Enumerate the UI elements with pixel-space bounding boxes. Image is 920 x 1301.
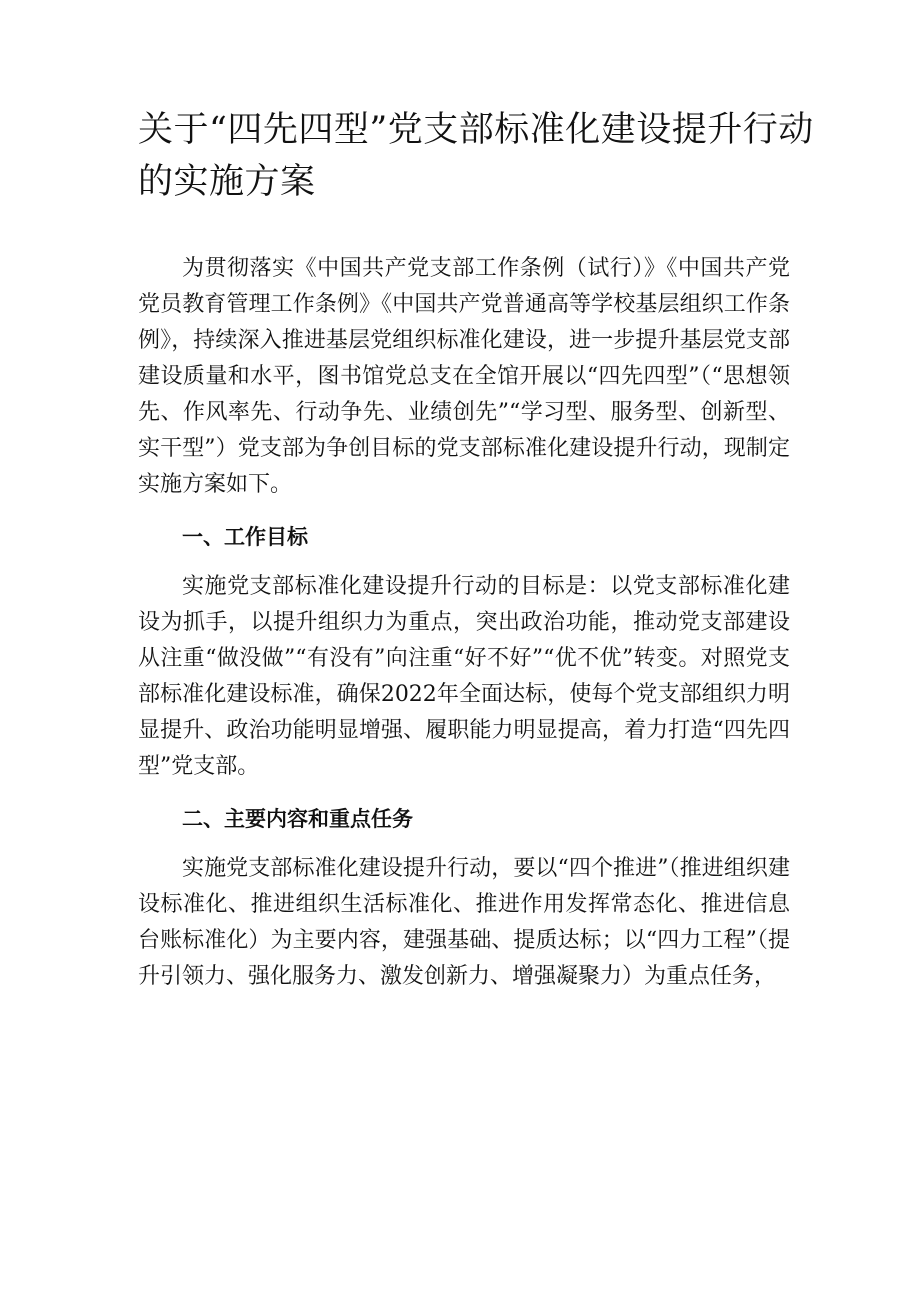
section-heading-tasks: 二、主要内容和重点任务 — [182, 807, 413, 831]
tasks-paragraph: 实施党支部标准化建设提升行动，要以“四个推进”（推进组织建设标准化、推进组织生活标准化、推进作用发挥常态化、推进信息台账标准化）为主要内容，建强基础、提质达标；以“四力工程”（提升引领力、强化服务力、激发创新力、增强凝聚力）为重点任务， — [138, 856, 790, 989]
goals-paragraph: 实施党支部标准化建设提升行动的目标是：以党支部标准化建设为抓手，以提升组织力为重点，突出政治功能，推动党支部建设从注重“做没做”“有没有”向注重“好不好”“优不优”转变。对照党支部标准化建设标准，确保2022年全面达标，使每个党支部组织力明显提升、政治功能明显增强、履职能力明显提高，着力打造“四先四型”党支部。 — [138, 574, 790, 779]
section-heading-goals: 一、工作目标 — [182, 525, 308, 549]
title-line-2: 的实施方案 — [138, 162, 316, 202]
intro-paragraph: 为贯彻落实《中国共产党支部工作条例（试行）》《中国共产党党员教育管理工作条例》《中国共产党普通高等学校基层组织工作条例》，持续深入推进基层党组织标准化建设，进一步提升基层党支部建设质量和水平，图书馆党总支在全馆开展以“四先四型”（“思想领先、作风率先、行动争先、业绩创先”“学习型、服务型、创新型、实干型”）党支部为争创目标的党支部标准化建设提升行动，现制定实施方案如下。 — [138, 256, 790, 497]
document-body — [138, 251, 790, 995]
document-title — [138, 104, 814, 208]
title-line-1: 关于“四先四型”党支部标准化建设提升行动 — [138, 110, 814, 150]
